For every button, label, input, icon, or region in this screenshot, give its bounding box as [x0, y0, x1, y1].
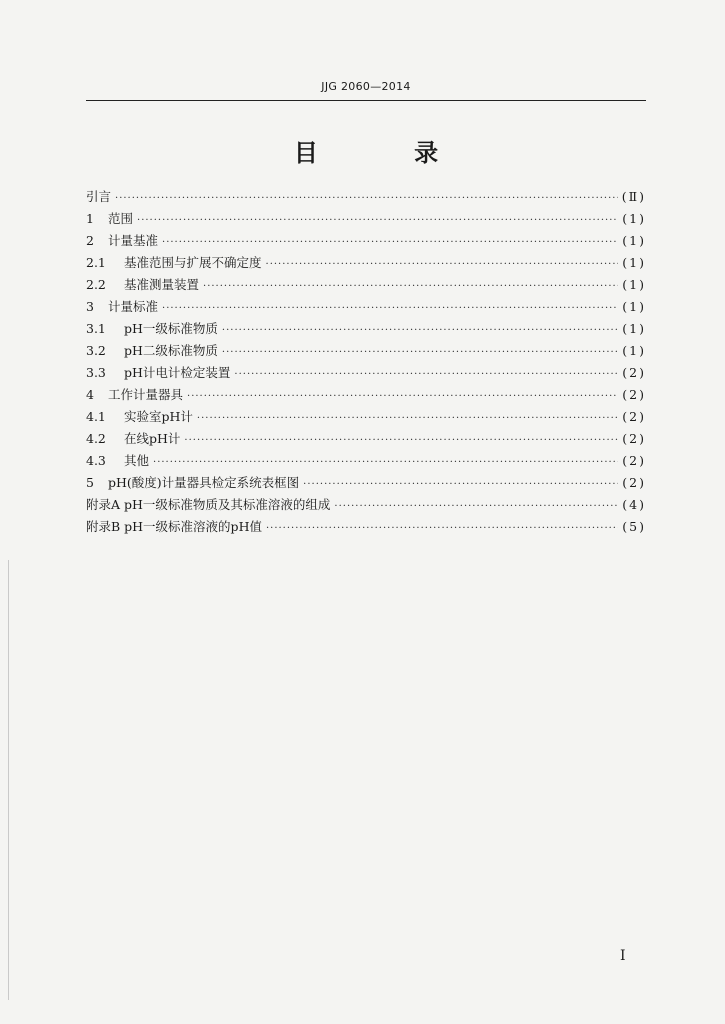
toc-entry-title: 基准范围与扩展不确定度 [124, 255, 262, 270]
toc-entry-number: 3 [86, 299, 94, 314]
toc-dot-leader [162, 232, 618, 254]
toc-entry-page: (1) [622, 211, 646, 226]
toc-entry-number: 2.1 [86, 255, 106, 270]
toc-entry-title: 范围 [108, 211, 134, 226]
toc-entry-page: (2) [622, 365, 646, 380]
toc-entry-title: pH二级标准物质 [124, 343, 218, 358]
toc-entry-page: (Ⅱ) [621, 189, 646, 204]
toc-entry[interactable] [86, 340, 646, 362]
toc-entry-title: 附录B pH一级标准溶液的pH值 [86, 519, 262, 534]
toc-entry[interactable] [86, 208, 646, 230]
toc-entry-title: pH计电计检定装置 [124, 365, 231, 380]
toc-entry-page: (2) [622, 453, 646, 468]
toc-dot-leader [303, 474, 618, 496]
scan-margin-line [8, 560, 9, 1000]
toc-dot-leader [266, 254, 619, 276]
toc-entry-title: 附录A pH一级标准物质及其标准溶液的组成 [86, 497, 331, 512]
toc-dot-leader [222, 342, 618, 364]
toc-entry-page: (1) [622, 321, 646, 336]
toc-entry-title: 计量基准 [108, 233, 159, 248]
toc-entry-number: 4.2 [86, 431, 106, 446]
toc-entry-title: 基准测量装置 [124, 277, 200, 292]
toc-entry[interactable] [86, 362, 646, 384]
toc-entry-page: (1) [622, 255, 646, 270]
toc-entry[interactable] [86, 472, 646, 494]
toc-entry[interactable] [86, 428, 646, 450]
toc-dot-leader [197, 408, 618, 430]
toc-dot-leader [266, 518, 618, 540]
standard-code-header: JJG 2060—2014 [321, 80, 411, 93]
toc-entry[interactable] [86, 318, 646, 340]
toc-entry-number: 4.3 [86, 453, 106, 468]
toc-dot-leader [137, 210, 618, 232]
toc-entry-number: 2.2 [86, 277, 106, 292]
toc-entry[interactable] [86, 516, 646, 538]
toc-entry-title: 计量标准 [108, 299, 159, 314]
toc-entry[interactable] [86, 494, 646, 516]
toc-entry-title: 其他 [124, 453, 150, 468]
toc-entry[interactable] [86, 296, 646, 318]
toc-dot-leader [234, 364, 618, 386]
toc-entry[interactable] [86, 450, 646, 472]
toc-entry-number: 5 [86, 475, 94, 490]
toc-entry-page: (4) [622, 497, 646, 512]
toc-entry-title: 在线pH计 [124, 431, 181, 446]
toc-entry[interactable] [86, 406, 646, 428]
toc-dot-leader [334, 496, 618, 518]
toc-dot-leader [203, 276, 618, 298]
toc-dot-leader [162, 298, 618, 320]
toc-entry-title: 引言 [86, 189, 112, 204]
toc-entry-page: (1) [622, 343, 646, 358]
toc-dot-leader [222, 320, 618, 342]
table-of-contents [86, 186, 646, 538]
toc-entry-number: 3.2 [86, 343, 106, 358]
toc-dot-leader [184, 430, 618, 452]
toc-entry-title: 工作计量器具 [108, 387, 184, 402]
toc-dot-leader [187, 386, 618, 408]
toc-entry-page: (2) [622, 431, 646, 446]
header-rule [86, 100, 646, 101]
toc-entry-number: 4.1 [86, 409, 106, 424]
toc-entry-number: 2 [86, 233, 94, 248]
toc-entry[interactable] [86, 186, 646, 208]
toc-entry-page: (2) [622, 475, 646, 490]
page-number: I [620, 948, 626, 964]
toc-entry[interactable] [86, 230, 646, 252]
toc-entry-page: (5) [622, 519, 646, 534]
toc-entry-number: 4 [86, 387, 94, 402]
toc-entry-page: (2) [622, 387, 646, 402]
toc-entry[interactable] [86, 274, 646, 296]
toc-entry-title: 实验室pH计 [124, 409, 193, 424]
toc-entry-title: pH(酸度)计量器具检定系统表框图 [108, 475, 300, 490]
toc-dot-leader [153, 452, 618, 474]
page-title: 目 录 [293, 139, 483, 167]
toc-entry-page: (1) [622, 233, 646, 248]
toc-entry-number: 3.1 [86, 321, 106, 336]
toc-entry-title: pH一级标准物质 [124, 321, 218, 336]
toc-entry[interactable] [86, 384, 646, 406]
toc-entry-number: 3.3 [86, 365, 106, 380]
toc-entry-page: (1) [622, 299, 646, 314]
toc-entry[interactable] [86, 252, 646, 274]
toc-entry-number: 1 [86, 211, 94, 226]
toc-entry-page: (1) [622, 277, 646, 292]
toc-entry-page: (2) [622, 409, 646, 424]
toc-dot-leader [115, 188, 618, 210]
